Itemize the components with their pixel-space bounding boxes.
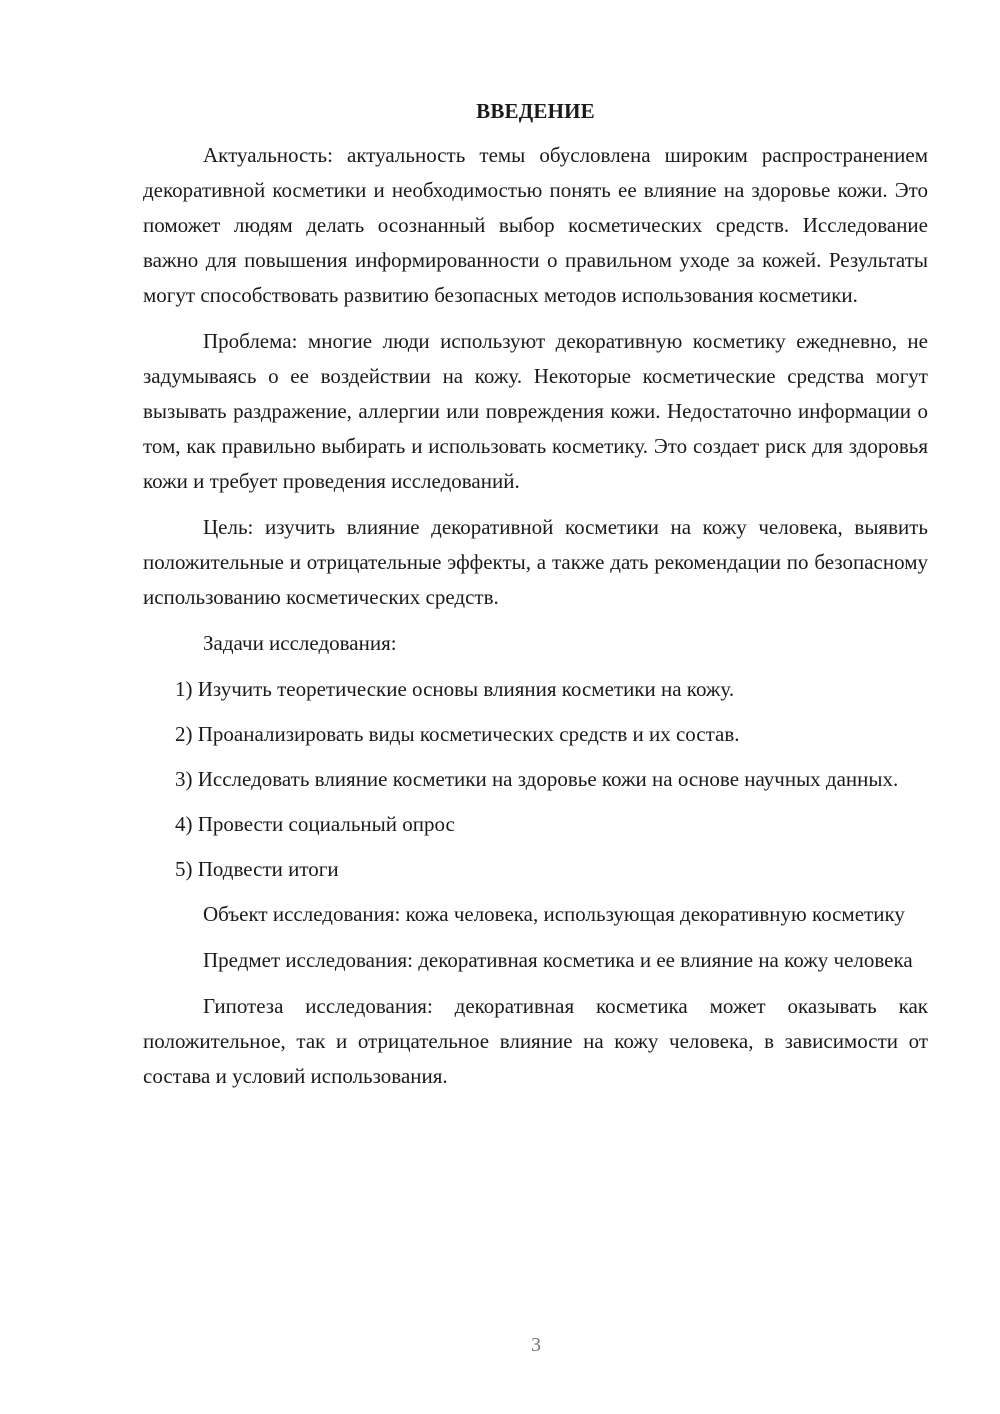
paragraph-goal: Цель: изучить влияние декоративной косметики на кожу человека, выявить положительные и отрицательные эффекты, а также дать рекомендации по безопасному использованию косметических средств. (143, 515, 928, 609)
list-item-task-1: 1) Изучить теоретические основы влияния косметики на кожу. (175, 677, 735, 701)
paragraph-relevance: Актуальность: актуальность темы обусловлена широким распространением декоративной косметики и необходимостью понять ее влияние на здоровье кожи. Это поможет людям делать осознанный выбор косметических средств. Исследование важно для повышения информированности о правильном уходе за кожей. Результаты могут способствовать развитию безопасных методов использования косметики. (143, 143, 928, 307)
page-title: ВВЕДЕНИЕ (476, 99, 595, 123)
list-item-task-4: 4) Провести социальный опрос (175, 812, 455, 836)
document-page (143, 96, 928, 1105)
list-item-task-5: 5) Подвести итоги (175, 857, 339, 881)
paragraph-subject: Предмет исследования: декоративная косметика и ее влияние на кожу человека (203, 948, 913, 972)
paragraph-object: Объект исследования: кожа человека, использующая декоративную косметику (203, 902, 905, 926)
list-item-task-2: 2) Проанализировать виды косметических средств и их состав. (175, 722, 740, 746)
tasks-heading: Задачи исследования: (203, 631, 397, 655)
paragraph-problem: Проблема: многие люди используют декоративную косметику ежедневно, не задумываясь о ее воздействии на кожу. Некоторые косметические средства могут вызывать раздражение, аллергии или повреждения кожи. Недостаточно информации о том, как правильно выбирать и использовать косметику. Это создает риск для здоровья кожи и требует проведения исследований. (143, 329, 928, 493)
list-item-task-3: 3) Исследовать влияние косметики на здоровье кожи на основе научных данных. (175, 767, 899, 791)
paragraph-hypothesis: Гипотеза исследования: декоративная косметика может оказывать как положительное, так и отрицательное влияние на кожу человека, в зависимости от состава и условий использования. (143, 994, 928, 1088)
page-number: 3 (531, 1334, 541, 1356)
